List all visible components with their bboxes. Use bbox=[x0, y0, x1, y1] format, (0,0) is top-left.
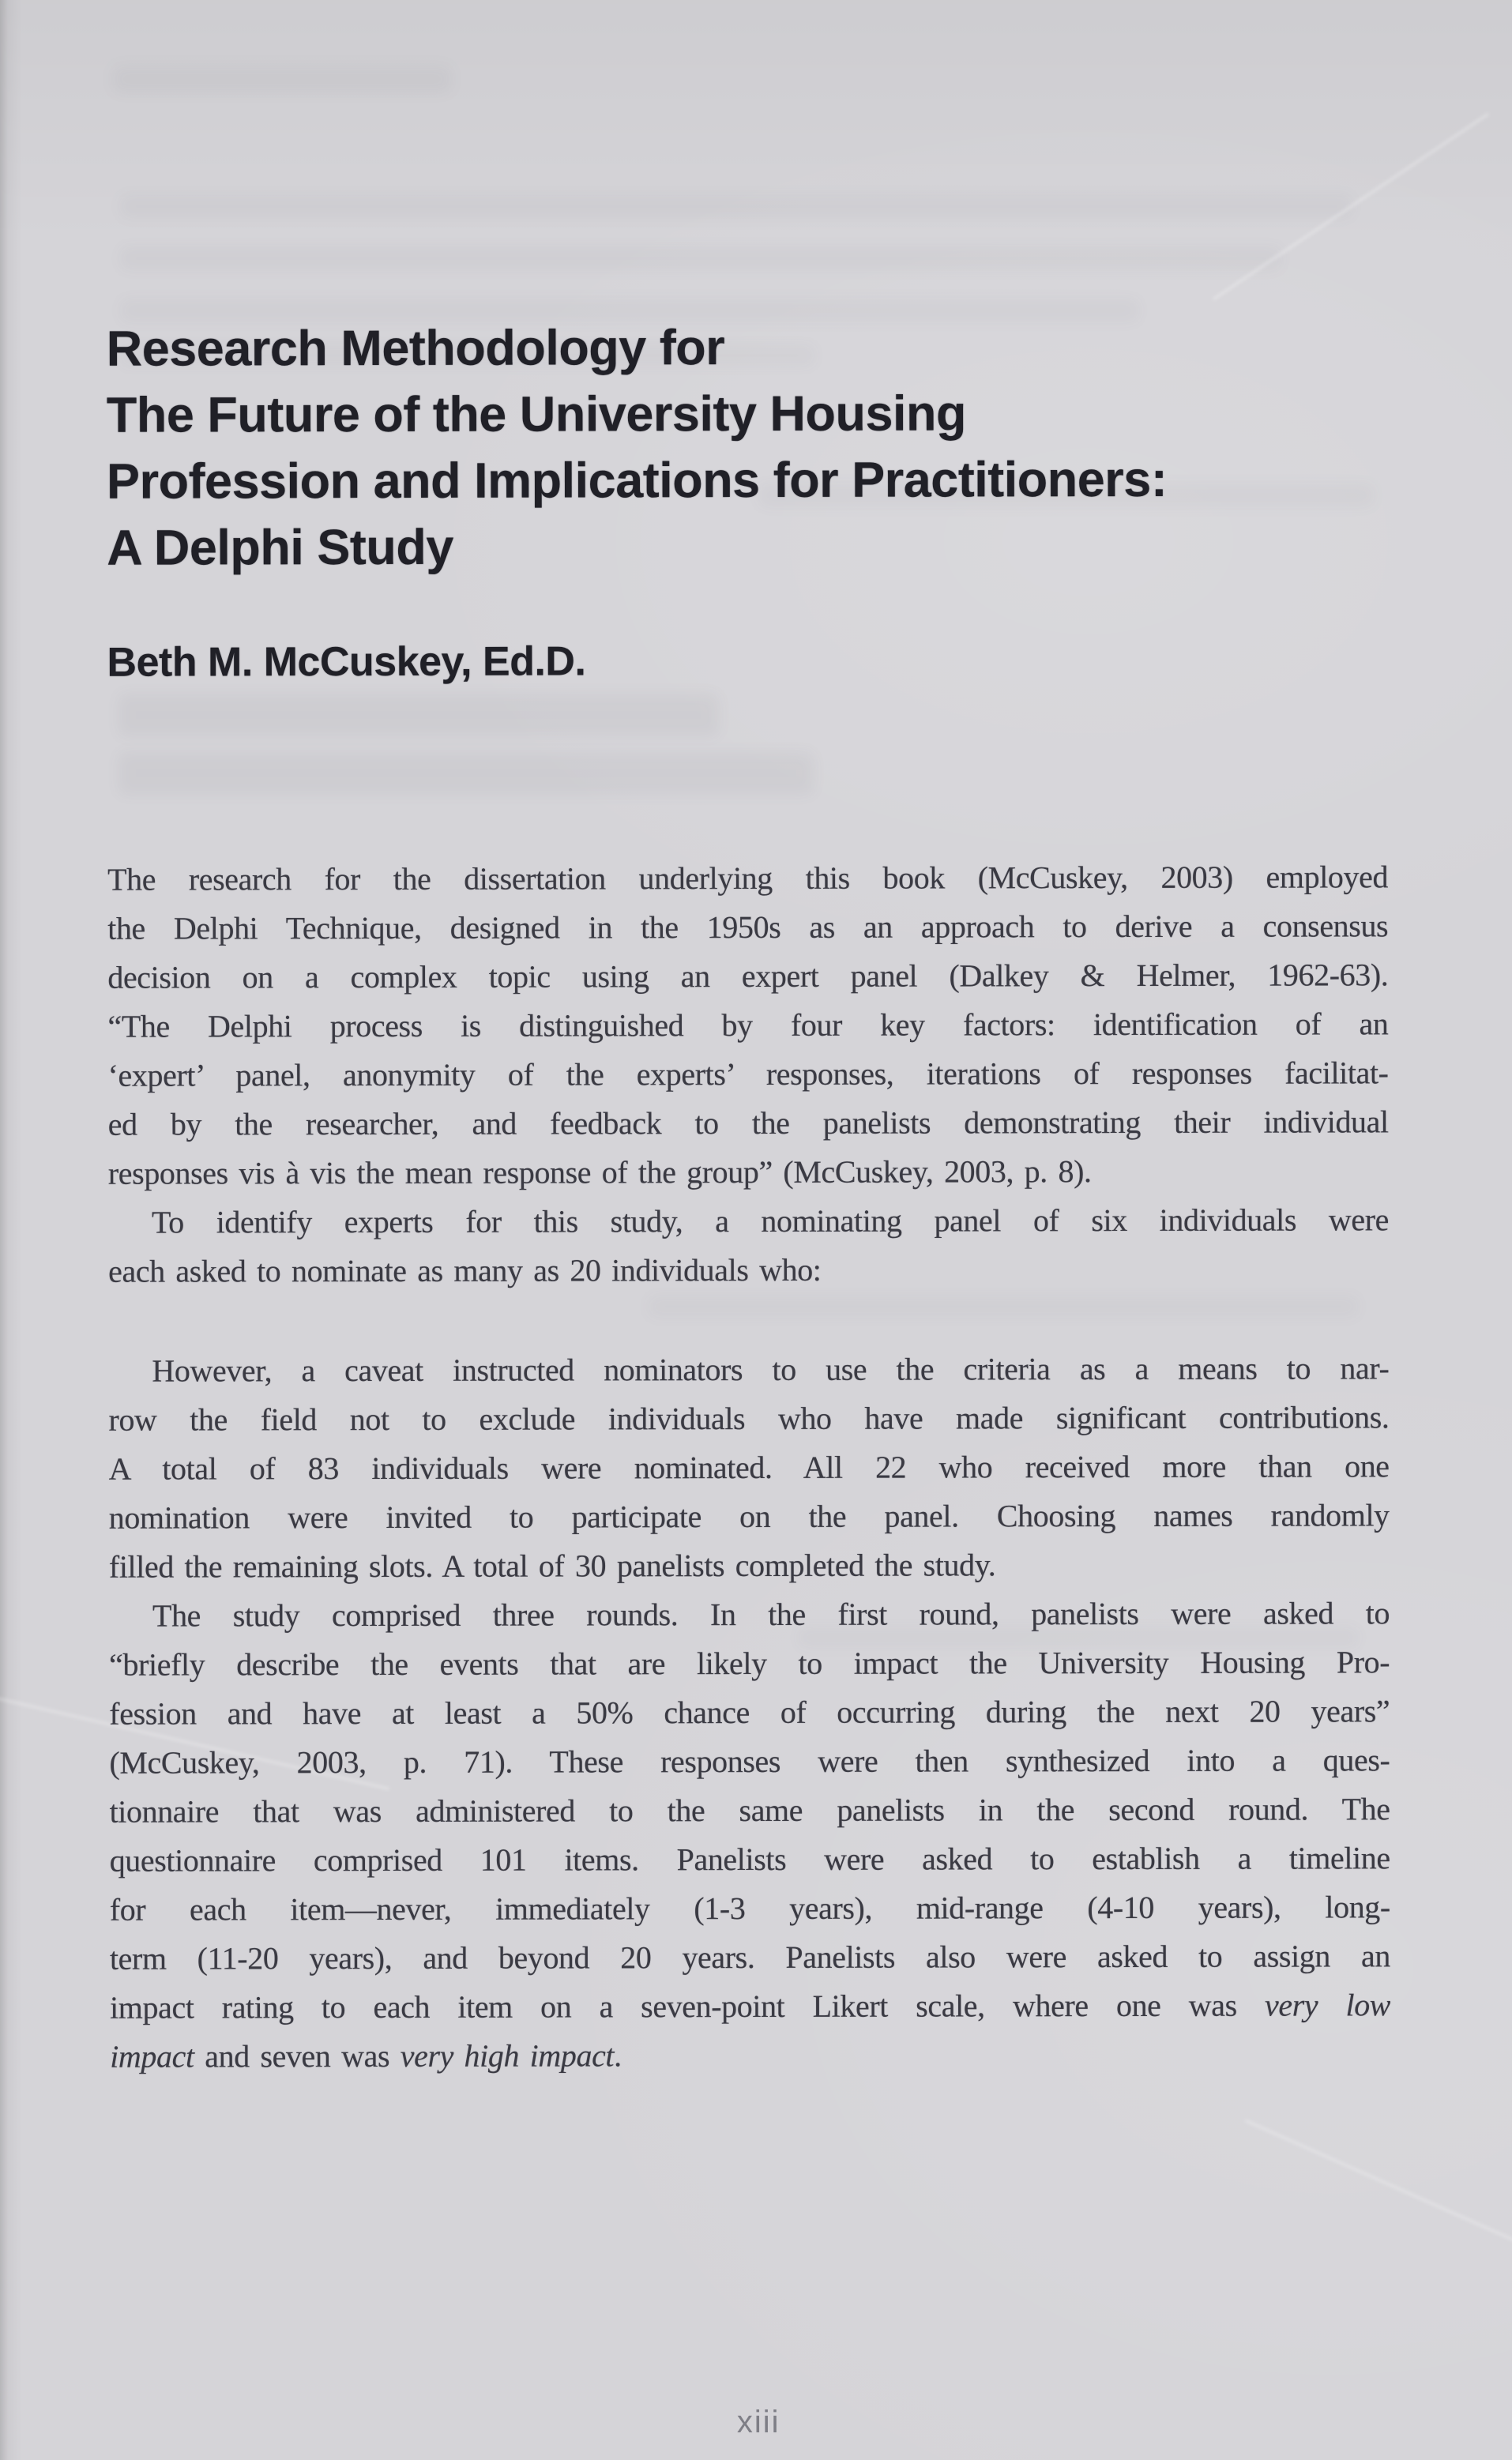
text-line: questionnaire comprised 101 items. Panelists were asked to establish a timeline bbox=[109, 1840, 1390, 1879]
paragraph bbox=[108, 1195, 1389, 1296]
text-line: A total of 83 individuals were nominated. All 22 who received more than one bbox=[108, 1448, 1390, 1487]
page-number: xiii bbox=[736, 2404, 780, 2440]
text-line: nomination were invited to participate on the panel. Choosing names randomly bbox=[108, 1497, 1390, 1536]
paragraph bbox=[109, 1589, 1390, 2081]
text-line: each asked to nominate as many as 20 individuals who: bbox=[108, 1251, 822, 1289]
title-line-1: Research Methodology for bbox=[106, 320, 725, 377]
text-line: impact and seven was very high impact. bbox=[110, 2037, 622, 2074]
text-line: impact rating to each item on a seven-point Likert scale, where one was very low bbox=[110, 1987, 1391, 2026]
author-name: Beth M. McCuskey, Ed.D. bbox=[107, 638, 586, 686]
title-line-2: The Future of the University Housing bbox=[106, 386, 966, 443]
text-line: decision on a complex topic using an expert panel (Dalkey & Helmer, 1962-63). bbox=[107, 957, 1389, 995]
text-line: (McCuskey, 2003, p. 71). These responses were then synthesized into a ques- bbox=[109, 1742, 1390, 1781]
text-line: “The Delphi process is distinguished by four key factors: identification of an bbox=[107, 1006, 1389, 1044]
text-line: The research for the dissertation underlying this book (McCuskey, 2003) employed bbox=[107, 859, 1389, 897]
text-line: the Delphi Technique, designed in the 1950s as an approach to derive a consensus bbox=[107, 908, 1389, 946]
title-line-4: A Delphi Study bbox=[107, 519, 453, 576]
text-line: To identify experts for this study, a nominating panel of six individuals were bbox=[151, 1202, 1390, 1240]
chapter-title bbox=[107, 313, 1388, 581]
text-line: row the field not to exclude individuals who have made significant contributions. bbox=[108, 1399, 1390, 1438]
text-line: However, a caveat instructed nominators to use the criteria as a means to nar- bbox=[152, 1350, 1390, 1389]
paragraph bbox=[107, 852, 1389, 1198]
text-line: for each item—never, immediately (1-3 years), mid-range (4-10 years), long- bbox=[109, 1889, 1390, 1928]
text-line: filled the remaining slots. A total of 30 panelists completed the study. bbox=[108, 1547, 996, 1585]
text-line: ‘expert’ panel, anonymity of the experts’ responses, iterations of responses facilitat- bbox=[107, 1055, 1389, 1093]
text-line: fession and have at least a 50% chance of occurring during the next 20 years” bbox=[109, 1693, 1390, 1732]
paragraph bbox=[108, 1344, 1390, 1591]
text-line: tionnaire that was administered to the same panelists in the second round. The bbox=[109, 1791, 1390, 1830]
text-line: ed by the researcher, and feedback to the panelists demonstrating their individual bbox=[107, 1104, 1389, 1142]
text-line: term (11-20 years), and beyond 20 years. Panelists also were asked to assign an bbox=[109, 1938, 1390, 1977]
text-line: The study comprised three rounds. In the first round, panelists were asked to bbox=[152, 1595, 1390, 1634]
text-line: responses vis à vis the mean response of the group” (McCuskey, 2003, p. 8). bbox=[107, 1153, 1092, 1191]
title-line-3: Profession and Implications for Practitioners: bbox=[106, 451, 1168, 510]
body-text bbox=[107, 852, 1390, 2081]
text-line: “briefly describe the events that are likely to impact the University Housing Pro- bbox=[109, 1644, 1390, 1683]
